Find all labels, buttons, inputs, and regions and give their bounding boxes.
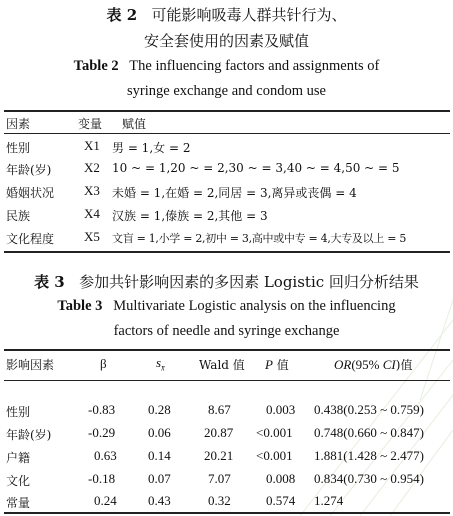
table2-title-en-line2: syringe exchange and condom use: [127, 83, 326, 99]
table2-cell-var: X1: [84, 138, 100, 153]
table3-header-p-suffix: 值: [272, 358, 289, 372]
table2-caption-en: [0, 58, 453, 75]
table3-cell-wald: 7.07: [208, 471, 231, 486]
table3-cell-factor: 年龄(岁): [6, 428, 52, 442]
table3-cell-or: 0.834(0.730 ~ 0.954): [314, 471, 424, 486]
table2-label-en: Table 2: [73, 58, 119, 74]
table2-cell-value: 男 = 1,女 = 2: [112, 141, 191, 155]
table3-label-en: Table 3: [57, 298, 103, 314]
table2-cell-value: 文盲 = 1,小学 = 2,初中 = 3,高中或中专 = 4,大专及以上 = 5: [112, 232, 407, 245]
table3-header-or: [334, 356, 412, 373]
table3-cell-beta: 0.24: [94, 493, 117, 508]
table3-header-beta: β: [100, 356, 107, 371]
table2-header-variable: 变量: [78, 117, 103, 131]
table3-header-or-suffix: )值: [395, 358, 413, 372]
table3-cell-se: 0.28: [148, 402, 171, 417]
table3-header-ci-symbol: CI: [382, 357, 396, 372]
table3-header-wald: Wald 值: [199, 358, 245, 372]
table3-cell-p: 0.003: [266, 402, 296, 417]
table3-cell-se: 0.14: [148, 448, 171, 463]
table3-cell-beta: -0.29: [88, 425, 116, 440]
table3-header-or-mid: (95%: [351, 357, 383, 372]
table3-title-cn: 参加共针影响因素的多因素 Logistic 回归分析结果: [79, 273, 419, 291]
table3-cell-factor: 性别: [6, 405, 31, 419]
table3-cell-p: 0.574: [266, 493, 296, 508]
table2-cell-factor: 性别: [6, 141, 31, 155]
table3-cell-or: 1.881(1.428 ~ 2.477): [314, 448, 424, 463]
table2-cell-var: X5: [84, 229, 100, 244]
table3-caption-en: [0, 298, 453, 315]
table2-title-en: The influencing factors and assignments of: [129, 58, 380, 74]
table3-cell-or: 0.438(0.253 ~ 0.759): [314, 402, 424, 417]
table2-header-rule: [4, 133, 450, 134]
table3-cell-factor: 常量: [6, 496, 31, 510]
table3-cell-p: <0.001: [256, 448, 293, 463]
table2-title-cn: 可能影响吸毒人群共针行为、: [151, 6, 347, 24]
table2-bottom-rule: [4, 251, 450, 253]
table3-cell-beta: 0.63: [94, 448, 117, 463]
table3-cell-factor: 文化: [6, 474, 31, 488]
table3-cell-or: 1.274: [314, 493, 344, 508]
table2-cell-value: 10 ~ = 1,20 ~ = 2,30 ~ = 3,40 ~ = 4,50 ~ = 5: [112, 161, 400, 175]
table3-cell-p: <0.001: [256, 425, 293, 440]
table3-header-se: [156, 355, 165, 373]
table3-bottom-rule: [4, 512, 450, 514]
table3-header-rule: [4, 380, 450, 381]
table3-cell-se: 0.07: [148, 471, 171, 486]
table3-cell-se: 0.06: [148, 425, 171, 440]
table2-header-assignment: 赋值: [122, 117, 147, 131]
table3-caption-cn: [0, 271, 453, 292]
table2-cell-var: X4: [84, 206, 100, 221]
table3-header-se-sub: x̄: [161, 363, 165, 373]
table2-top-rule: [4, 110, 450, 112]
table3-cell-wald: 0.32: [208, 493, 231, 508]
table2-cell-factor: 年龄(岁): [6, 163, 52, 177]
table3-header-se-symbol: s: [156, 355, 162, 370]
table2-header-factor: 因素: [6, 117, 31, 131]
table2-cell-value: 汉族 = 1,傣族 = 2,其他 = 3: [112, 209, 268, 223]
table3-label-cn: 表 3: [34, 273, 65, 291]
table3-header-p: [265, 356, 289, 373]
table2-title-cn-line2: 安全套使用的因素及赋值: [143, 32, 309, 50]
table2-cell-factor: 文化程度: [6, 232, 55, 246]
table2-caption-cn: [0, 4, 453, 25]
table3-cell-beta: -0.83: [88, 402, 116, 417]
table3-title-en: Multivariate Logistic analysis on the influencing: [113, 298, 396, 314]
table2-label-cn: 表 2: [106, 6, 138, 24]
table3-cell-p: 0.008: [266, 471, 296, 486]
table3-cell-wald: 20.21: [204, 448, 234, 463]
table2-cell-value: 未婚 = 1,在婚 = 2,同居 = 3,离异或丧偶 = 4: [112, 186, 357, 200]
table3-header-factor: 影响因素: [6, 358, 55, 372]
table3-cell-factor: 户籍: [6, 451, 31, 465]
table3-cell-se: 0.43: [148, 493, 171, 508]
table2-cell-var: X2: [84, 160, 100, 175]
table3-cell-wald: 20.87: [204, 425, 234, 440]
table3-cell-or: 0.748(0.660 ~ 0.847): [314, 425, 424, 440]
table3-top-rule: [4, 349, 450, 351]
table3-title-en-line2: factors of needle and syringe exchange: [113, 323, 340, 339]
table3-header-p-symbol: P: [265, 357, 273, 372]
table3-header-or-symbol: OR: [334, 357, 352, 372]
table2-cell-factor: 民族: [6, 209, 31, 223]
table2-cell-var: X3: [84, 183, 100, 198]
table3-cell-wald: 8.67: [208, 402, 231, 417]
table2-cell-factor: 婚姻状况: [6, 186, 55, 200]
table3-cell-beta: -0.18: [88, 471, 116, 486]
